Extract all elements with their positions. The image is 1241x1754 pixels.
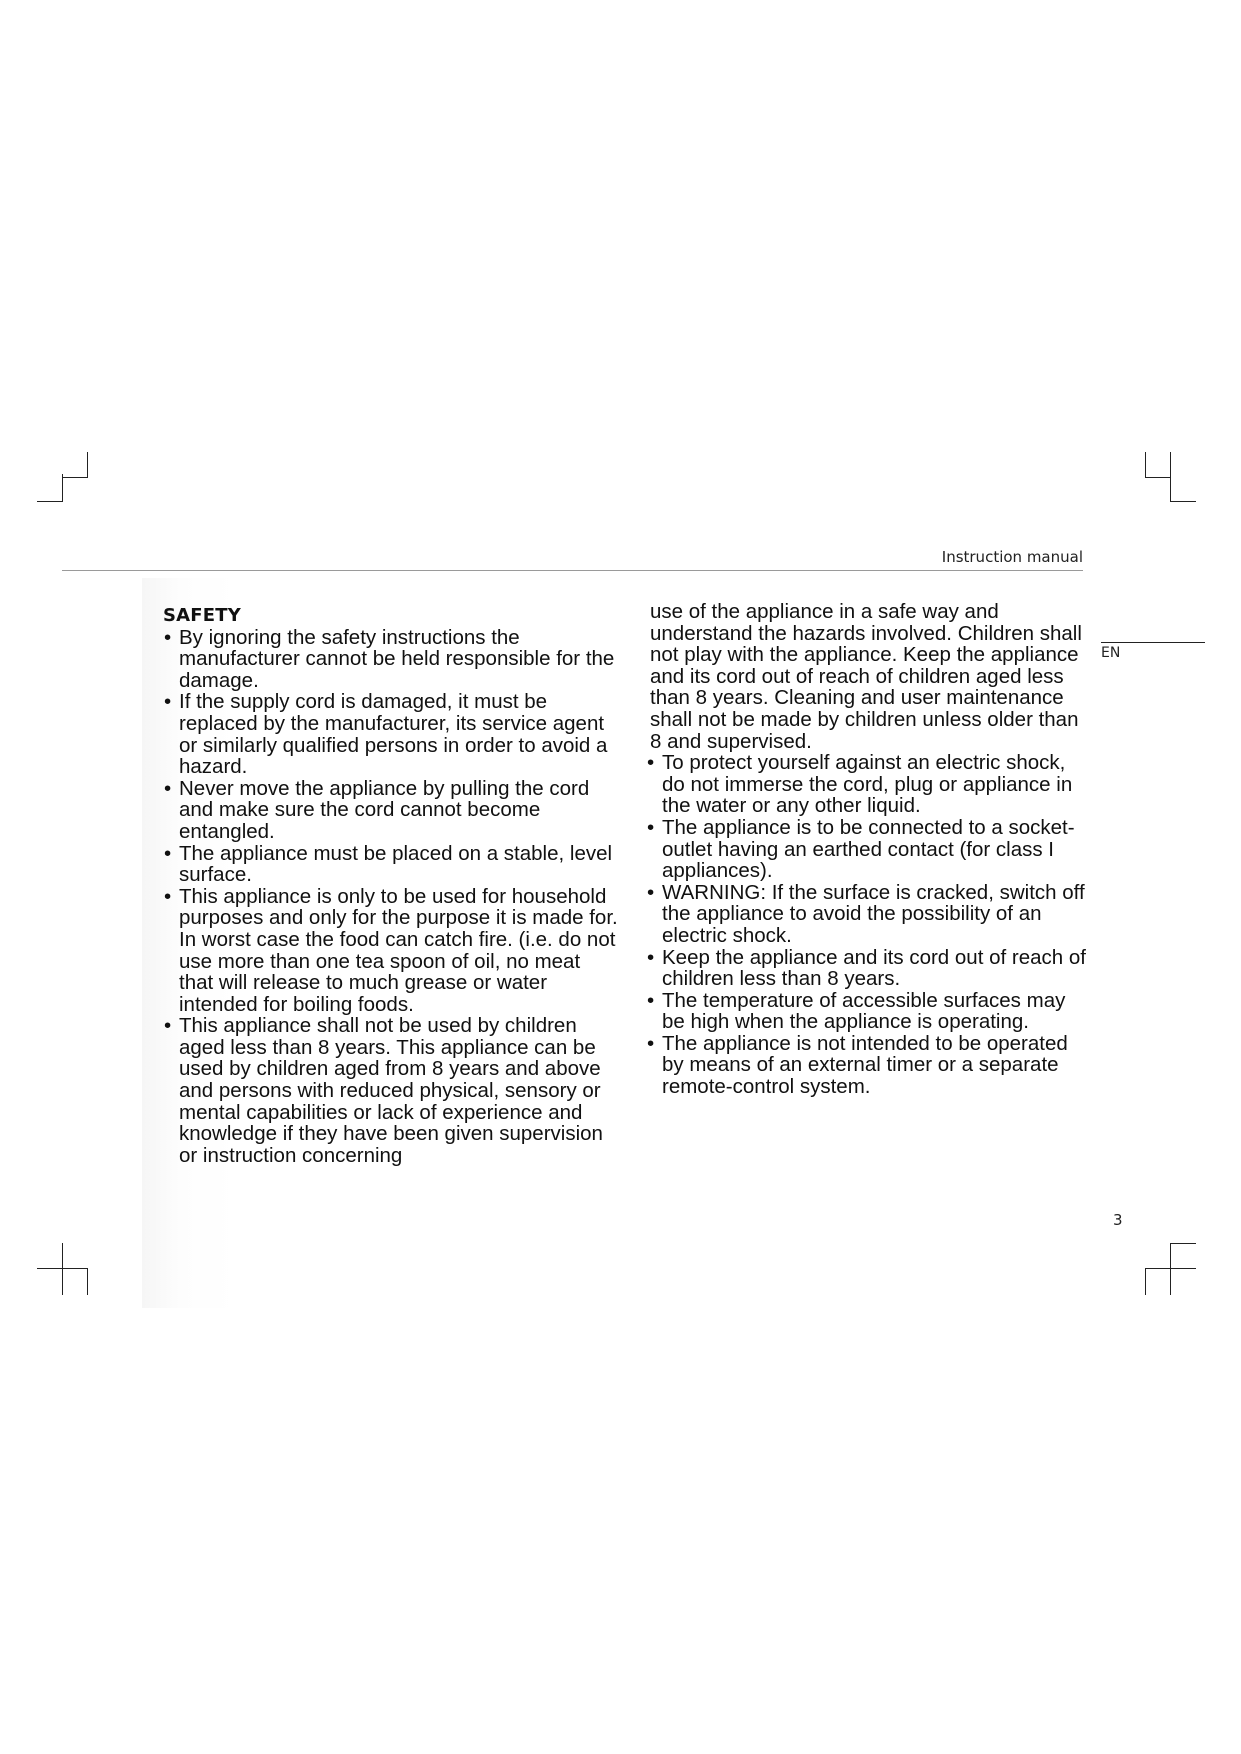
list-item: • WARNING: If the surface is cracked, switch off the appliance to avoid the possibility of an electric shock.: [646, 882, 1086, 947]
safety-list-right: [646, 752, 1086, 1098]
list-item: • To protect yourself against an electric shock, do not immerse the cord, plug or appliance in the water or any other liquid.: [646, 752, 1086, 817]
header-title: Instruction manual: [941, 548, 1083, 566]
list-item: • The appliance is not intended to be operated by means of an external timer or a separate remote-control system.: [646, 1033, 1086, 1098]
language-tab: EN: [1101, 645, 1121, 661]
list-item: • Never move the appliance by pulling the cord and make sure the cord cannot become entangled.: [163, 778, 618, 843]
section-heading: SAFETY: [163, 605, 241, 626]
list-item: • If the supply cord is damaged, it must be replaced by the manufacturer, its service agent or similarly qualified persons in order to avoid a hazard.: [163, 691, 618, 777]
safety-column-left: [163, 601, 618, 1166]
safety-column-right: [646, 601, 1086, 1098]
list-item: • This appliance is only to be used for household purposes and only for the purpose it is made for. In worst case the food can catch fire. (i.e. do not use more than one tea spoon of oil, no meat that will release to much grease or water intended for boiling foods.: [163, 886, 618, 1016]
header-divider: [62, 570, 1083, 571]
list-item: • This appliance shall not be used by children aged less than 8 years. This appliance can be used by children aged from 8 years and above and persons with reduced physical, sensory or mental capabilities or lack of experience and knowledge if they have been given supervision or instruction concerning: [163, 1015, 618, 1166]
safety-list-left: [163, 627, 618, 1167]
list-item: • By ignoring the safety instructions the manufacturer cannot be held responsible for the damage.: [163, 627, 618, 692]
list-item: • The appliance must be placed on a stable, level surface.: [163, 843, 618, 886]
list-item: • The appliance is to be connected to a socket-outlet having an earthed contact (for class I appliances).: [646, 817, 1086, 882]
list-item: • Keep the appliance and its cord out of reach of children less than 8 years.: [646, 947, 1086, 990]
list-item: • The temperature of accessible surfaces may be high when the appliance is operating.: [646, 990, 1086, 1033]
page-number: 3: [1113, 1211, 1123, 1229]
language-tab-divider: [1101, 642, 1205, 643]
list-item-continuation: use of the appliance in a safe way and understand the hazards involved. Children shall not play with the appliance. Keep the appliance and its cord out of reach of children aged less than 8 years. Cleaning and user maintenance shall not be made by children unless older than 8 and supervised.: [650, 600, 1082, 753]
